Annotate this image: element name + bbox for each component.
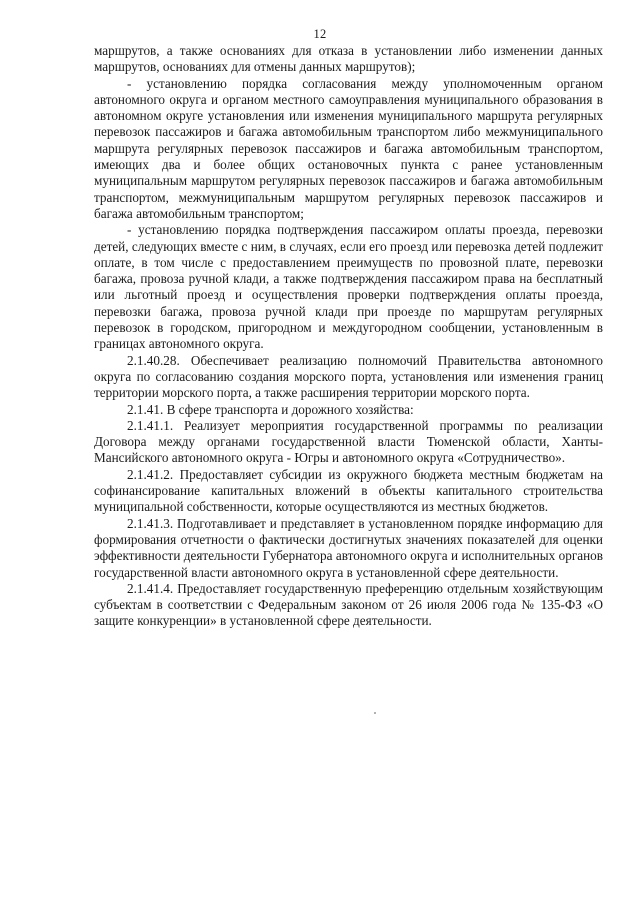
paragraph-route-approval-procedure: - установлению порядка согласования между уполномоченным органом автономного округа и органом местного самоуправления муниципального образования в автономном округе установления или изменения муниципального маршрута регулярных перевозок пассажиров и багажа автомобильным транспортом либо межмуниципального маршрута регулярных перевозок пассажиров и багажа автомобильным транспортом, имеющих два и более общих остановочных пункта с ранее установленным муниципальным маршрутом регулярных перевозок пассажиров и багажа автомобильным транспортом, межмуниципальным маршрутом регулярных перевозок пассажиров и багажа автомобильным транспортом; xyxy=(94,75,603,221)
paragraph-2-1-41-3: 2.1.41.3. Подготавливает и представляет в установленном порядке информацию для формирования отчетности о фактически достигнутых значениях показателей для оценки эффективности деятельности Губернатора автономного округа и исполнительных органов государственной власти автономного округа в установленной сфере деятельности. xyxy=(94,515,603,580)
paragraph-2-1-41-4: 2.1.41.4. Предоставляет государственную преференцию отдельным хозяйствующим субъектам в соответствии с Федеральным законом от 26 июля 2006 года № 135-ФЗ «О защите конкуренции» в установленной сфере деятельности. xyxy=(94,580,603,629)
paragraph-2-1-41-1: 2.1.41.1. Реализует мероприятия государственной программы по реализации Договора между органами государственной власти Тюменской области, Ханты-Мансийского автономного округа - Югры и автономного округа «Сотрудничество». xyxy=(94,417,603,466)
document-body xyxy=(94,43,603,630)
paragraph-route-grounds: маршрутов, а также основаниях для отказа в установлении либо изменении данных маршрутов, основаниях для отмены данных маршрутов); xyxy=(94,43,603,75)
paragraph-fare-confirmation-procedure: - установлению порядка подтверждения пассажиром оплаты проезда, перевозки детей, следующих вместе с ним, в случаях, если его проезд или перевозка детей подлежит оплате, в том числе с предоставлением преимуществ по провозной плате, перевозки багажа, провоза ручной клади, а также подтверждения пассажиром права на бесплатный или льготный проезд и осуществления проверки подтверждения оплаты проезда, перевозки багажа, провоза ручной клади при проезде по маршрутам регулярных перевозок в городском, пригородном и междугородном сообщении, установленным в границах автономного округа. xyxy=(94,222,603,352)
scan-speck xyxy=(374,712,376,714)
paragraph-2-1-40-28: 2.1.40.28. Обеспечивает реализацию полномочий Правительства автономного округа по согласованию создания морского порта, установления или изменения границ территории морского порта, а также расширения территории морского порта. xyxy=(94,352,603,401)
page-number: 12 xyxy=(313,27,327,41)
paragraph-2-1-41-2: 2.1.41.2. Предоставляет субсидии из окружного бюджета местным бюджетам на софинансирование капитальных вложений в объекты капитального строительства муниципальной собственности, которые осуществляются из местных бюджетов. xyxy=(94,466,603,515)
paragraph-2-1-41: 2.1.41. В сфере транспорта и дорожного хозяйства: xyxy=(127,401,414,417)
